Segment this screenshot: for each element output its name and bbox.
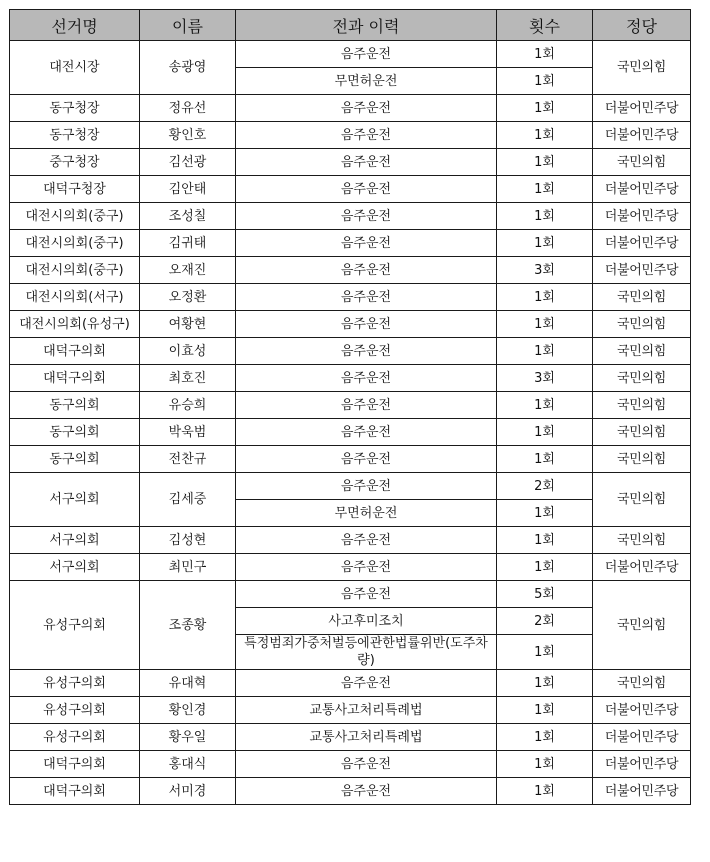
cell-count: 1회 bbox=[497, 527, 593, 554]
table-row bbox=[10, 670, 691, 697]
cell-party: 국민의힘 bbox=[593, 419, 691, 446]
cell-party: 국민의힘 bbox=[593, 670, 691, 697]
criminal-record-table bbox=[9, 9, 691, 805]
cell-party: 더불어민주당 bbox=[593, 554, 691, 581]
cell-record: 교통사고처리특례법 bbox=[236, 697, 497, 724]
cell-district: 대전시의회(중구) bbox=[10, 203, 140, 230]
cell-district: 동구청장 bbox=[10, 122, 140, 149]
table-row bbox=[10, 581, 691, 608]
cell-record: 음주운전 bbox=[236, 149, 497, 176]
cell-party: 더불어민주당 bbox=[593, 95, 691, 122]
cell-district: 동구의회 bbox=[10, 419, 140, 446]
cell-count: 1회 bbox=[497, 122, 593, 149]
table-body bbox=[10, 41, 691, 805]
cell-party: 국민의힘 bbox=[593, 284, 691, 311]
cell-record: 음주운전 bbox=[236, 95, 497, 122]
cell-record: 음주운전 bbox=[236, 176, 497, 203]
cell-record: 음주운전 bbox=[236, 419, 497, 446]
table-row bbox=[10, 284, 691, 311]
table-row bbox=[10, 527, 691, 554]
cell-name: 김선광 bbox=[140, 149, 236, 176]
cell-count: 2회 bbox=[497, 608, 593, 635]
cell-district: 대전시의회(유성구) bbox=[10, 311, 140, 338]
cell-count: 2회 bbox=[497, 473, 593, 500]
cell-district: 서구의회 bbox=[10, 554, 140, 581]
table-row bbox=[10, 778, 691, 805]
cell-name: 오재진 bbox=[140, 257, 236, 284]
table-row bbox=[10, 724, 691, 751]
cell-count: 1회 bbox=[497, 419, 593, 446]
cell-count: 1회 bbox=[497, 338, 593, 365]
cell-count: 1회 bbox=[497, 635, 593, 670]
cell-district: 유성구의회 bbox=[10, 697, 140, 724]
cell-record: 음주운전 bbox=[236, 473, 497, 500]
table-row bbox=[10, 311, 691, 338]
cell-district: 중구청장 bbox=[10, 149, 140, 176]
cell-count: 3회 bbox=[497, 257, 593, 284]
cell-record: 음주운전 bbox=[236, 311, 497, 338]
cell-district: 대전시의회(서구) bbox=[10, 284, 140, 311]
cell-district: 대전시의회(중구) bbox=[10, 257, 140, 284]
cell-name: 여황현 bbox=[140, 311, 236, 338]
cell-party: 국민의힘 bbox=[593, 446, 691, 473]
cell-count: 1회 bbox=[497, 554, 593, 581]
cell-count: 1회 bbox=[497, 751, 593, 778]
cell-count: 3회 bbox=[497, 365, 593, 392]
cell-name: 김세중 bbox=[140, 473, 236, 527]
cell-count: 1회 bbox=[497, 149, 593, 176]
cell-record: 무면허운전 bbox=[236, 68, 497, 95]
cell-district: 동구의회 bbox=[10, 392, 140, 419]
cell-party: 국민의힘 bbox=[593, 338, 691, 365]
cell-name: 정유선 bbox=[140, 95, 236, 122]
cell-count: 1회 bbox=[497, 176, 593, 203]
cell-district: 서구의회 bbox=[10, 473, 140, 527]
cell-party: 국민의힘 bbox=[593, 365, 691, 392]
cell-name: 조성칠 bbox=[140, 203, 236, 230]
cell-count: 1회 bbox=[497, 230, 593, 257]
cell-name: 황우일 bbox=[140, 724, 236, 751]
cell-name: 김성현 bbox=[140, 527, 236, 554]
cell-count: 1회 bbox=[497, 670, 593, 697]
cell-name: 최민구 bbox=[140, 554, 236, 581]
cell-district: 동구의회 bbox=[10, 446, 140, 473]
table-row bbox=[10, 257, 691, 284]
cell-district: 서구의회 bbox=[10, 527, 140, 554]
table-row bbox=[10, 697, 691, 724]
table-row bbox=[10, 203, 691, 230]
cell-party: 국민의힘 bbox=[593, 473, 691, 527]
table-row bbox=[10, 176, 691, 203]
table-row bbox=[10, 554, 691, 581]
cell-count: 1회 bbox=[497, 724, 593, 751]
table-row bbox=[10, 365, 691, 392]
cell-record: 음주운전 bbox=[236, 365, 497, 392]
cell-record: 음주운전 bbox=[236, 122, 497, 149]
table-row bbox=[10, 95, 691, 122]
cell-record: 음주운전 bbox=[236, 284, 497, 311]
table-row bbox=[10, 419, 691, 446]
cell-district: 대덕구의회 bbox=[10, 778, 140, 805]
cell-name: 서미경 bbox=[140, 778, 236, 805]
header-record: 전과 이력 bbox=[236, 10, 497, 41]
cell-district: 대전시의회(중구) bbox=[10, 230, 140, 257]
cell-party: 국민의힘 bbox=[593, 311, 691, 338]
cell-party: 더불어민주당 bbox=[593, 697, 691, 724]
cell-district: 대덕구의회 bbox=[10, 751, 140, 778]
cell-record: 음주운전 bbox=[236, 581, 497, 608]
cell-district: 대덕구청장 bbox=[10, 176, 140, 203]
cell-record: 음주운전 bbox=[236, 203, 497, 230]
cell-name: 김귀태 bbox=[140, 230, 236, 257]
cell-name: 김안태 bbox=[140, 176, 236, 203]
cell-count: 1회 bbox=[497, 446, 593, 473]
table-row bbox=[10, 392, 691, 419]
cell-record: 사고후미조치 bbox=[236, 608, 497, 635]
cell-name: 송광영 bbox=[140, 41, 236, 95]
cell-record: 음주운전 bbox=[236, 257, 497, 284]
table-row bbox=[10, 473, 691, 500]
cell-party: 국민의힘 bbox=[593, 527, 691, 554]
cell-party: 국민의힘 bbox=[593, 41, 691, 95]
cell-record: 음주운전 bbox=[236, 670, 497, 697]
table-row bbox=[10, 446, 691, 473]
header-row bbox=[10, 10, 691, 41]
cell-name: 전찬규 bbox=[140, 446, 236, 473]
cell-name: 박욱범 bbox=[140, 419, 236, 446]
cell-name: 오정환 bbox=[140, 284, 236, 311]
cell-name: 최호진 bbox=[140, 365, 236, 392]
cell-party: 국민의힘 bbox=[593, 149, 691, 176]
cell-count: 1회 bbox=[497, 392, 593, 419]
header-district: 선거명 bbox=[10, 10, 140, 41]
header-count: 횟수 bbox=[497, 10, 593, 41]
cell-count: 1회 bbox=[497, 203, 593, 230]
cell-district: 유성구의회 bbox=[10, 724, 140, 751]
cell-record: 음주운전 bbox=[236, 230, 497, 257]
cell-record: 음주운전 bbox=[236, 338, 497, 365]
cell-party: 더불어민주당 bbox=[593, 122, 691, 149]
cell-party: 더불어민주당 bbox=[593, 257, 691, 284]
cell-record: 음주운전 bbox=[236, 751, 497, 778]
table-row bbox=[10, 122, 691, 149]
cell-record: 음주운전 bbox=[236, 778, 497, 805]
cell-count: 1회 bbox=[497, 500, 593, 527]
cell-district: 동구청장 bbox=[10, 95, 140, 122]
cell-party: 더불어민주당 bbox=[593, 176, 691, 203]
table-row bbox=[10, 230, 691, 257]
cell-name: 조종황 bbox=[140, 581, 236, 670]
table-row bbox=[10, 149, 691, 176]
cell-count: 5회 bbox=[497, 581, 593, 608]
cell-party: 더불어민주당 bbox=[593, 230, 691, 257]
header-name: 이름 bbox=[140, 10, 236, 41]
cell-count: 1회 bbox=[497, 95, 593, 122]
cell-party: 국민의힘 bbox=[593, 392, 691, 419]
cell-record: 음주운전 bbox=[236, 554, 497, 581]
cell-party: 더불어민주당 bbox=[593, 751, 691, 778]
cell-record: 음주운전 bbox=[236, 527, 497, 554]
cell-district: 유성구의회 bbox=[10, 581, 140, 670]
table-row bbox=[10, 41, 691, 68]
header-party: 정당 bbox=[593, 10, 691, 41]
cell-count: 1회 bbox=[497, 41, 593, 68]
cell-record: 음주운전 bbox=[236, 392, 497, 419]
cell-name: 유대혁 bbox=[140, 670, 236, 697]
cell-record: 교통사고처리특례법 bbox=[236, 724, 497, 751]
cell-name: 이효성 bbox=[140, 338, 236, 365]
cell-record: 무면허운전 bbox=[236, 500, 497, 527]
cell-name: 황인경 bbox=[140, 697, 236, 724]
cell-count: 1회 bbox=[497, 284, 593, 311]
cell-name: 홍대식 bbox=[140, 751, 236, 778]
cell-district: 대전시장 bbox=[10, 41, 140, 95]
cell-count: 1회 bbox=[497, 68, 593, 95]
cell-count: 1회 bbox=[497, 697, 593, 724]
cell-district: 유성구의회 bbox=[10, 670, 140, 697]
cell-party: 더불어민주당 bbox=[593, 724, 691, 751]
cell-count: 1회 bbox=[497, 778, 593, 805]
table-row bbox=[10, 338, 691, 365]
cell-record: 음주운전 bbox=[236, 41, 497, 68]
cell-record: 특정범죄가중처벌등에관한법률위반(도주차량) bbox=[236, 635, 497, 670]
cell-name: 유승희 bbox=[140, 392, 236, 419]
cell-count: 1회 bbox=[497, 311, 593, 338]
cell-party: 더불어민주당 bbox=[593, 203, 691, 230]
cell-record: 음주운전 bbox=[236, 446, 497, 473]
cell-name: 황인호 bbox=[140, 122, 236, 149]
cell-district: 대덕구의회 bbox=[10, 338, 140, 365]
cell-district: 대덕구의회 bbox=[10, 365, 140, 392]
table-row bbox=[10, 751, 691, 778]
cell-party: 국민의힘 bbox=[593, 581, 691, 670]
cell-party: 더불어민주당 bbox=[593, 778, 691, 805]
